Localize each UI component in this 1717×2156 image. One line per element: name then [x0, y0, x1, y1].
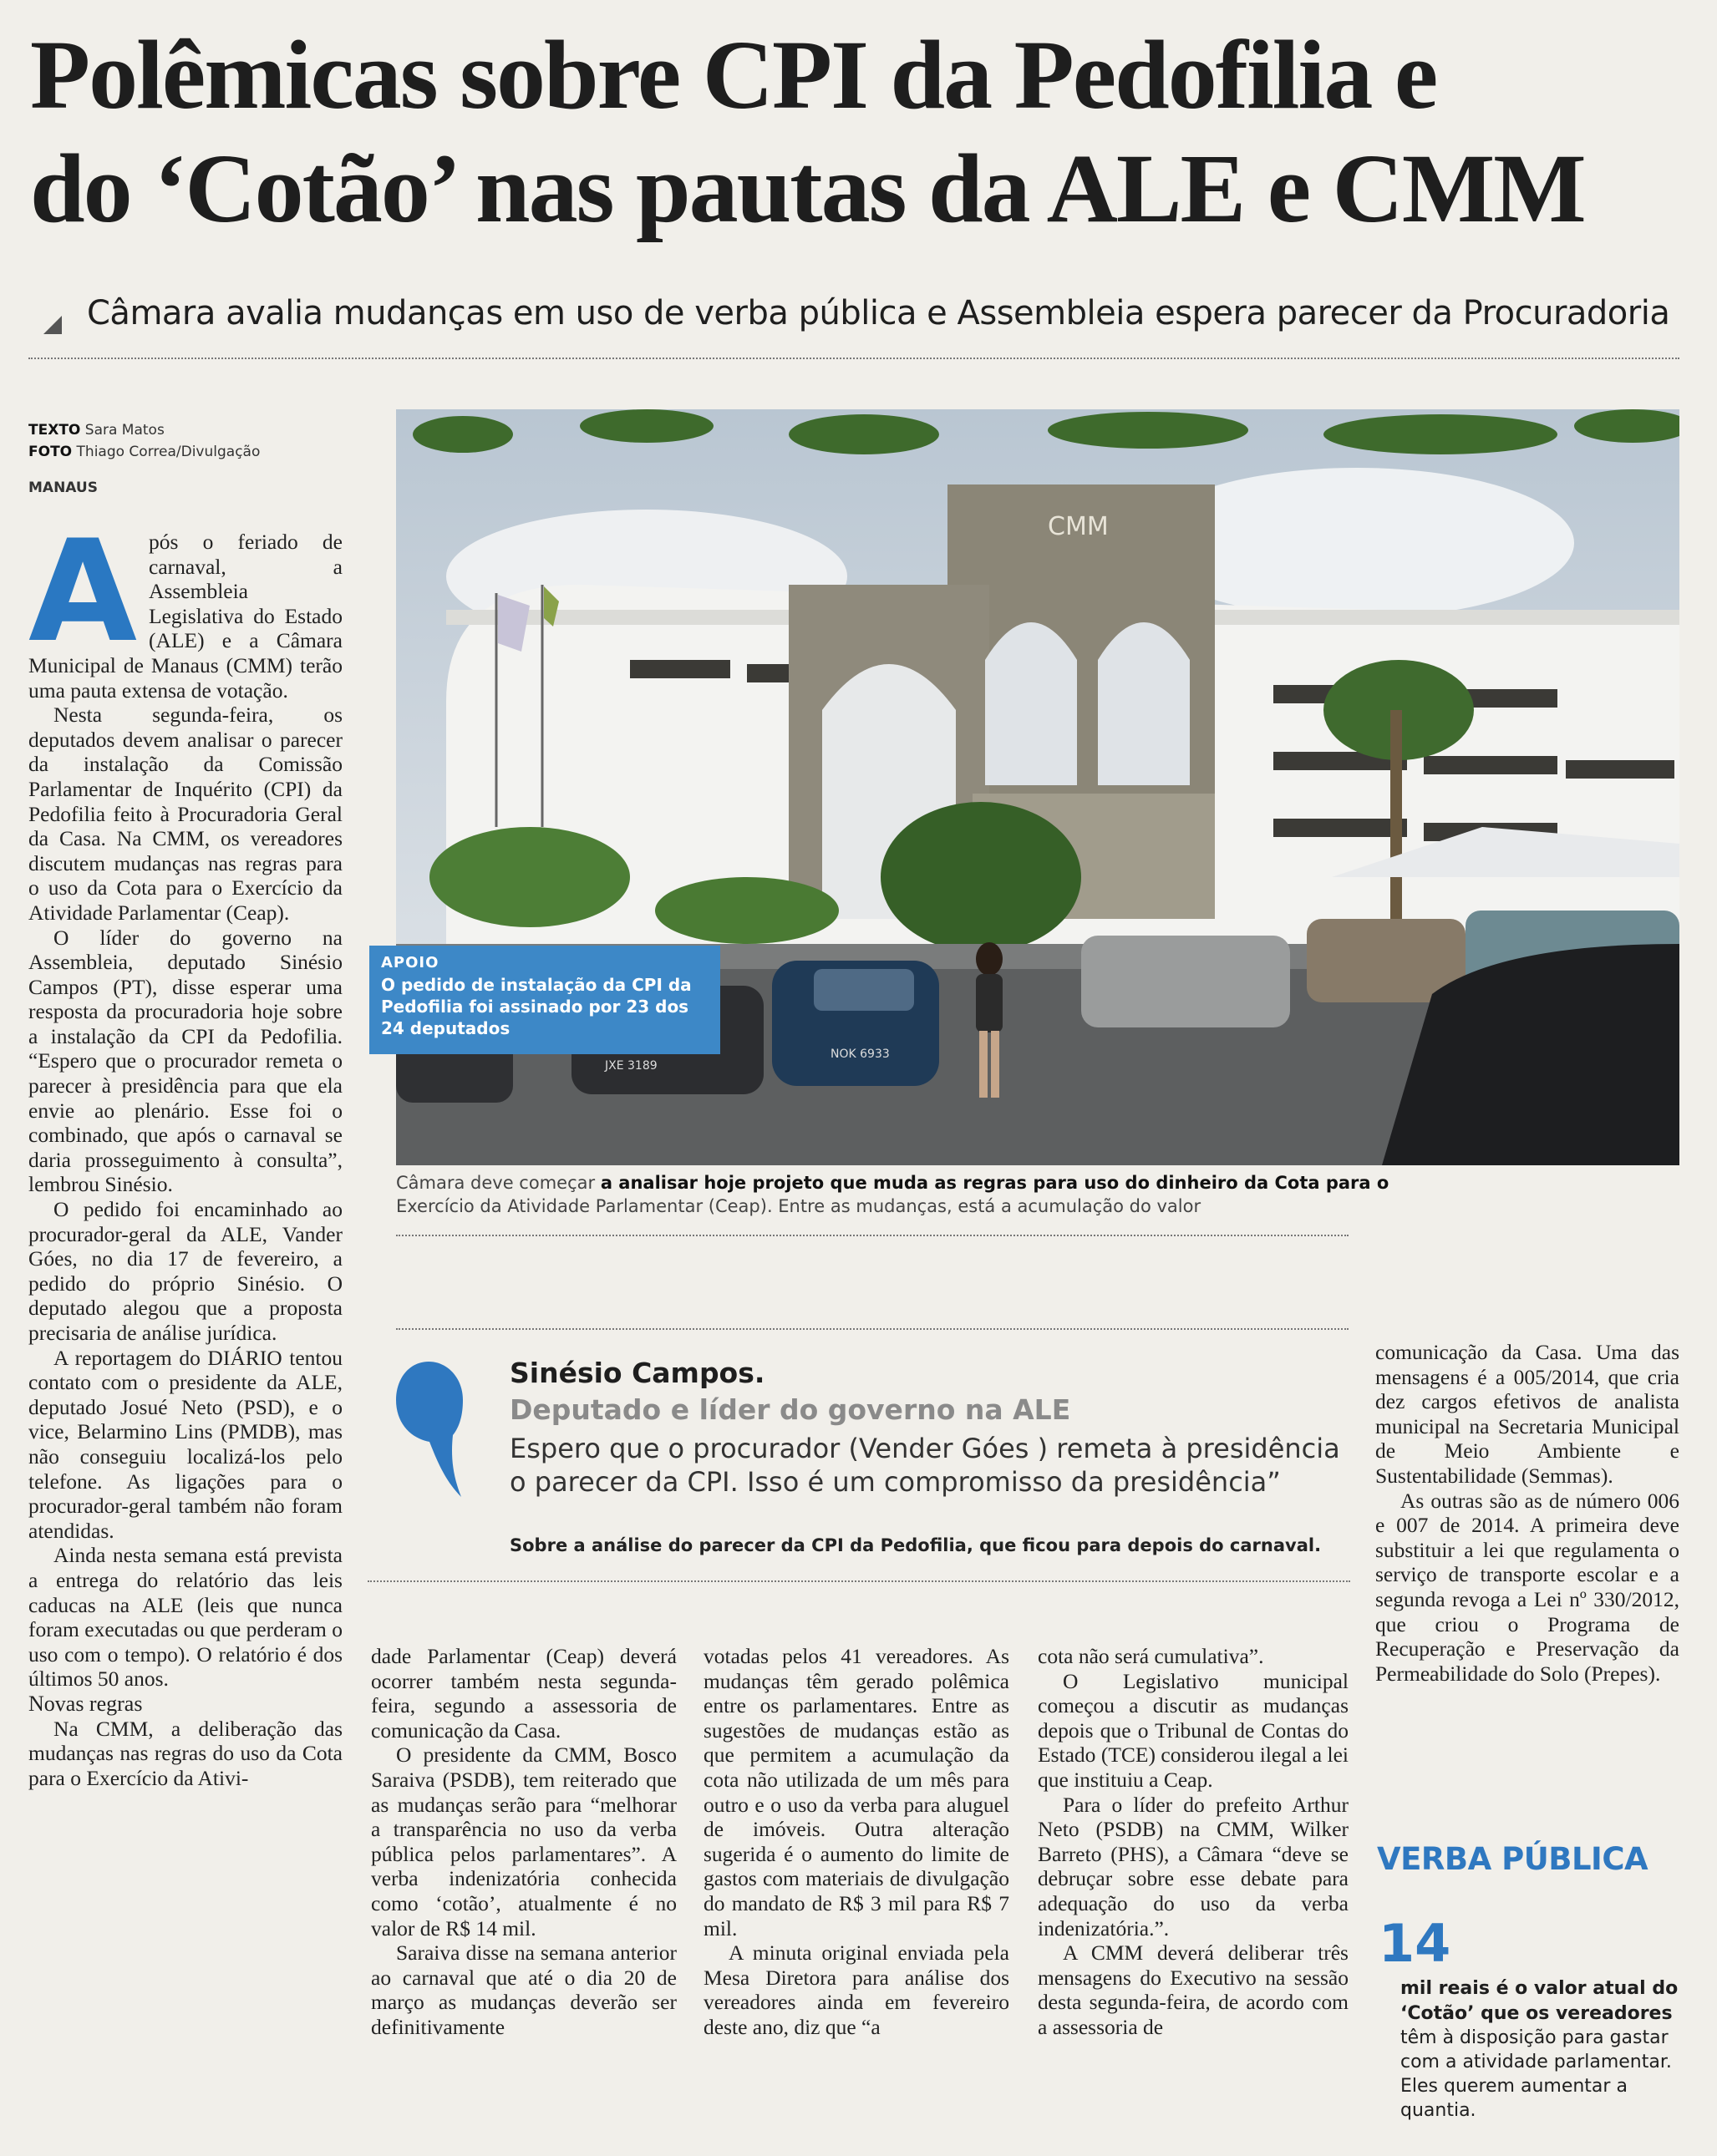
- dateline: MANAUS: [28, 479, 98, 496]
- article-column-4: [1038, 1644, 1349, 2040]
- verba-publica-text: ‘Cotão’ que os vereadores têm à disposição para gastar com a atividade parlamentar. Eles querem aumentar a quantia.: [1400, 2003, 1673, 2121]
- credit-photo: FOTO Thiago Correa/Divulgação: [28, 444, 261, 460]
- paragraph: Para o líder do prefeito Arthur Neto (PSDB) na CMM, Wilker Barreto (PHS), a Câmara “deve se debruçar sobre esse debate para adequação do uso da verba indenizatória.”.: [1038, 1792, 1349, 1940]
- divider-quote-bottom: [368, 1580, 1350, 1582]
- section-subtitle: Novas regras: [28, 1691, 143, 1716]
- subheadline: Câmara avalia mudanças em uso de verba pública e Assembleia espera parecer da Procuradoria: [87, 294, 1670, 332]
- quote-text: Espero que o procurador (Vender Góes ) remeta à presidência o parecer da CPI. Isso é um compromisso da presidência”: [510, 1433, 1340, 1498]
- paragraph: A minuta original enviada pela Mesa Diretora para análise dos vereadores ainda em fevereiro deste ano, diz que “a: [704, 1940, 1009, 2039]
- apoio-label: APOIO: [381, 954, 439, 971]
- drop-cap: A: [28, 510, 138, 673]
- article-column-1: [28, 510, 343, 1790]
- paragraph: Na CMM, a deliberação das mudanças nas regras do uso da Cota para o Exercício da Ativi-: [28, 1716, 343, 1790]
- license-plate: JXE 3189: [605, 1059, 658, 1073]
- headline-line-1: Polêmicas sobre CPI da Pedofilia e: [30, 20, 1437, 129]
- quote-role: Deputado e líder do governo na ALE: [510, 1393, 1071, 1426]
- paragraph: A reportagem do DIÁRIO tentou contato com o presidente da ALE, deputado Josué Neto (PSD), e o vice, Belarmino Lins (PMDB), mas não conseguiu localizá-los pelo telefone. As ligações para o procurador-geral também não foram atendidas.: [28, 1345, 343, 1543]
- credit-text: TEXTO Sara Matos: [28, 422, 165, 439]
- subheadline-arrow-icon: [43, 316, 62, 334]
- paragraph: Ainda nesta semana está prevista a entrega do relatório das leis caducas na ALE (leis que nunca foram executadas ou que perderam o uso com o tempo). O relatório é dos últimos 50 anos.: [28, 1543, 343, 1692]
- paragraph: As outras são as de número 006 e 007 de 2014. A primeira deve substituir a lei que regulamenta o serviço de transporte escolar e a segunda revoga a Lei nº 330/2012, que criou o Programa de Recuperação e Preservação da Permeabilidade do Solo (Prepes).: [1375, 1488, 1679, 1686]
- building-sign: CMM: [1048, 512, 1109, 541]
- paragraph: O Legislativo municipal começou a discutir as mudanças depois que o Tribunal de Contas do Estado (TCE) considerou ilegal a lei que instituiu a Ceap.: [1038, 1668, 1349, 1792]
- article-column-3: [704, 1644, 1009, 2040]
- divider-caption: [396, 1235, 1349, 1236]
- paragraph: pós o feriado de carnaval, a Assembleia Legislativa do Estado (ALE) e a Câmara Municipal de Manaus (CMM) terão uma pauta extensa de votação.: [28, 530, 343, 703]
- paragraph: cota não será cumulativa”.: [1038, 1644, 1264, 1668]
- headline: [30, 18, 1693, 246]
- divider-quote-top: [396, 1328, 1349, 1330]
- article-column-2: [371, 1644, 677, 2040]
- paragraph: O líder do governo na Assembleia, deputado Sinésio Campos (PT), disse esperar uma resposta da procuradoria hoje sobre a instalação da CPI da Pedofilia. “Espero que o procurador remeta o parecer à presidência para que ela envie ao plenário. Esse foi o combinado, que após o carnaval se daria prosseguimento à consulta”, lembrou Sinésio.: [28, 925, 343, 1197]
- license-plate: NOK 6933: [831, 1048, 890, 1061]
- apoio-text: O pedido de instalação da CPI da Pedofilia foi assinado por 23 dos 24 deputados: [381, 975, 692, 1038]
- article-column-5: [1375, 1340, 1679, 1686]
- credits: [28, 419, 260, 463]
- verba-publica-title: VERBA PÚBLICA: [1377, 1841, 1648, 1877]
- verba-publica-line-1: mil reais é o valor atual do: [1400, 1978, 1679, 1999]
- paragraph: Saraiva disse na semana anterior ao carnaval que até o dia 20 de março as mudanças deverão ser definitivamente: [371, 1940, 677, 2039]
- apoio-box: [369, 946, 720, 1054]
- paragraph: A CMM deverá deliberar três mensagens do Executivo na sessão desta segunda-feira, de acordo com a assessoria de: [1038, 1940, 1349, 2039]
- paragraph: comunicação da Casa. Uma das mensagens é a 005/2014, que cria dez cargos efetivos de analista municipal na Secretaria Municipal de Meio Ambiente e Sustentabilidade (Semmas).: [1375, 1340, 1679, 1488]
- quote-note: Sobre a análise do parecer da CPI da Pedofilia, que ficou para depois do carnaval.: [510, 1535, 1322, 1555]
- divider-top: [28, 358, 1679, 359]
- quote-bubble-icon: [393, 1358, 465, 1500]
- paragraph: votadas pelos 41 vereadores. As mudanças têm gerado polêmica entre os parlamentares. Entre as sugestões de mudanças estão as que permitem a acumulação da cota não utilizada de um mês para outro e o uso da verba para aluguel de imóveis. Outra alteração sugerida é o aumento do limite de gastos com materiais de divulgação do mandato de R$ 3 mil para R$ 7 mil.: [704, 1644, 1009, 1940]
- paragraph: Nesta segunda-feira, os deputados devem analisar o parecer da instalação da Comissão Parlamentar de Inquérito (CPI) da Pedofilia feito à Procuradoria Geral da Casa. Na CMM, os vereadores discutem mudanças nas regras para o uso da Cota para o Exercício da Atividade Parlamentar (Ceap).: [28, 703, 343, 925]
- quote-name: Sinésio Campos.: [510, 1357, 765, 1389]
- photo-caption: Câmara deve começar a analisar hoje projeto que muda as regras para uso do dinheiro da Cota para o Exercício da Atividade Parlamentar (Ceap). Entre as mudanças, está a acumulação do valor: [396, 1173, 1389, 1216]
- verba-publica-number: 14: [1379, 1913, 1451, 1974]
- paragraph: dade Parlamentar (Ceap) deverá ocorrer também nesta segunda-feira, segundo a assessoria de comunicação da Casa.: [371, 1644, 677, 1743]
- headline-line-2: do ‘Cotão’ nas pautas da ALE e CMM: [30, 134, 1585, 243]
- paragraph: O pedido foi encaminhado ao procurador-geral da ALE, Vander Góes, no dia 17 de fevereiro, a pedido do próprio Sinésio. O deputado alegou que a proposta precisaria de análise jurídica.: [28, 1197, 343, 1345]
- paragraph: O presidente da CMM, Bosco Saraiva (PSDB), tem reiterado que as mudanças serão para “melhorar a transparência no uso da verba pública pelos parlamentares”. A verba indenizatória conhecida como ‘cotão’, atualmente é no valor de R$ 14 mil.: [371, 1743, 677, 1940]
